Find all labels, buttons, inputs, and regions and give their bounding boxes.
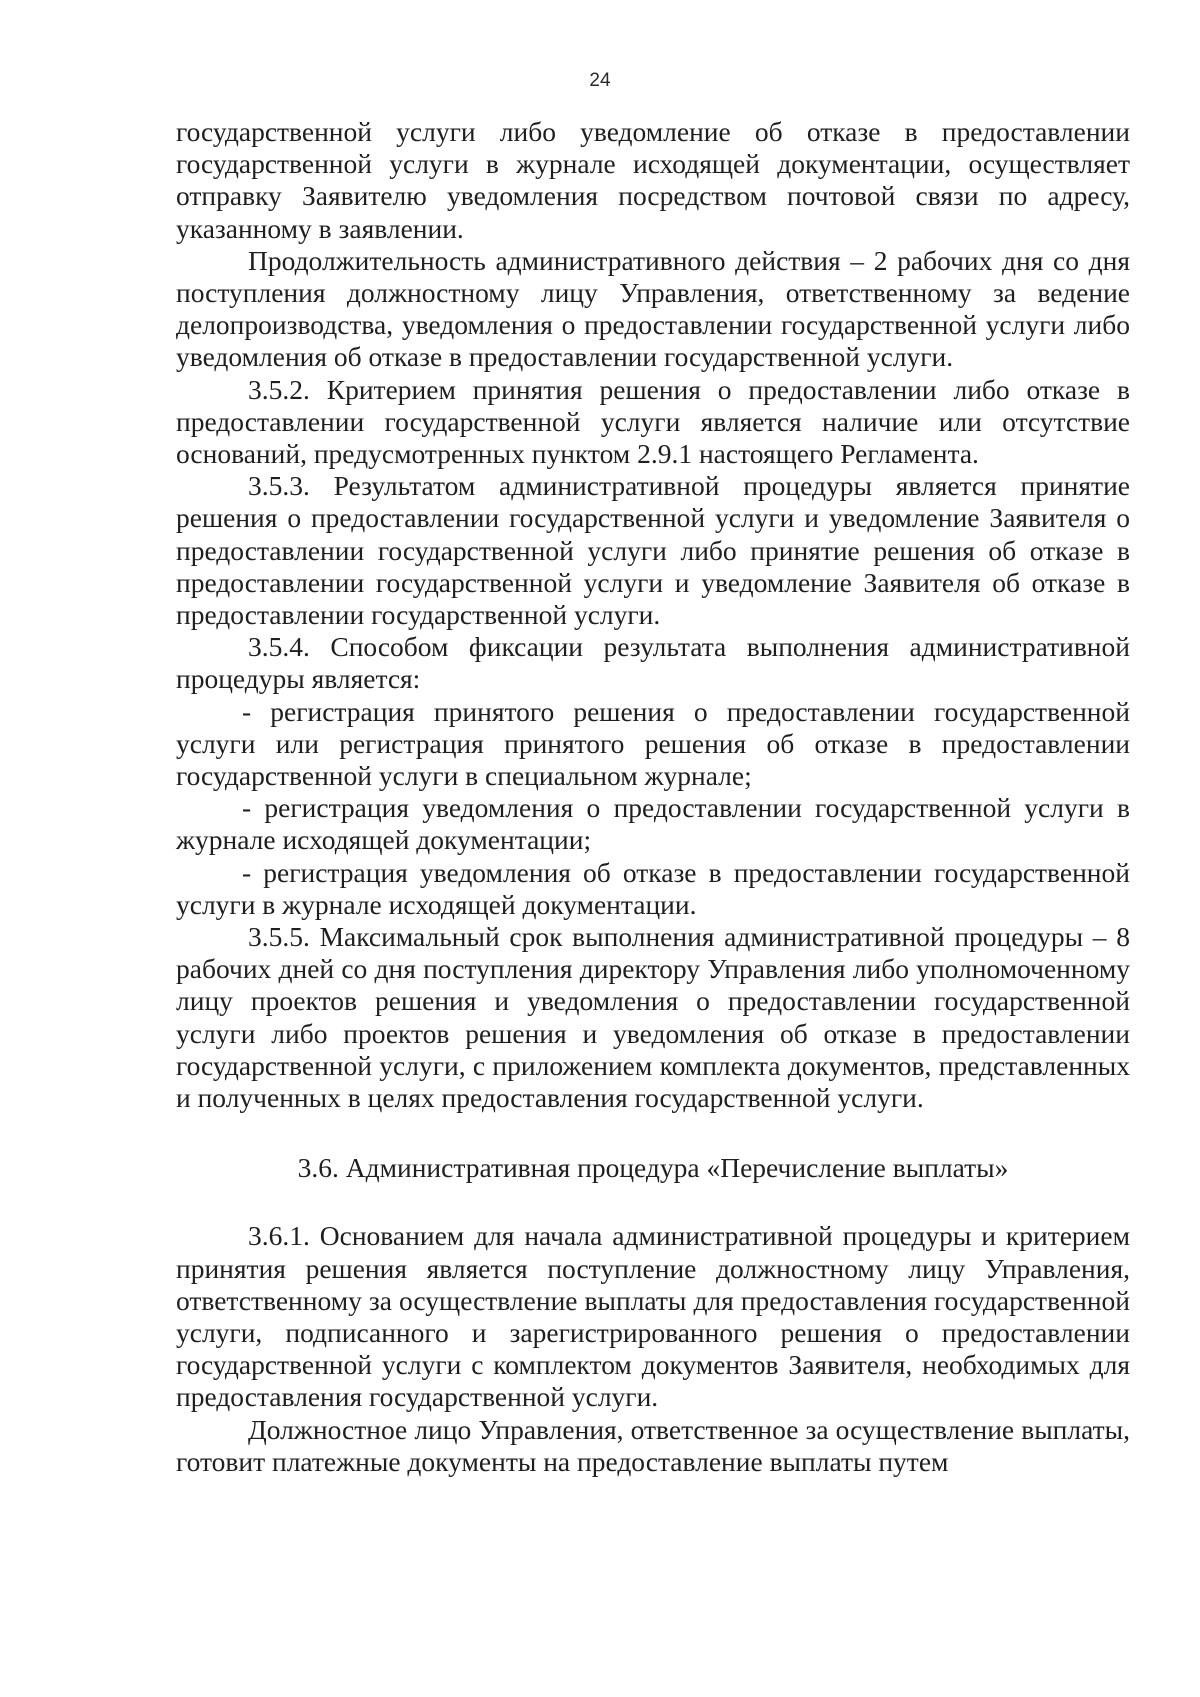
paragraph-continuation: государственной услуги либо уведомление об отказе в предоставлении государственной услуги в журнале исходящей документации, осуществляет отправку Заявителю уведомления посредством почтовой связи по адресу, указанному в заявлении. [176, 116, 1130, 244]
page-number: 24 [589, 70, 611, 91]
paragraph-duration: Продолжительность административного действия – 2 рабочих дня со дня поступления должностному лицу Управления, ответственному за ведение делопроизводства, уведомления о предоставлении государственной услуги либо уведомления об отказе в предоставлении государственной услуги. [176, 244, 1130, 373]
paragraph-3-5-4: 3.5.4. Способом фиксации результата выполнения административной процедуры является: [176, 631, 1130, 695]
paragraph-3-5-3: 3.5.3. Результатом административной процедуры является принятие решения о предоставлении государственной услуги и уведомление Заявителя о предоставлении государственной услуги либо принятие решения об отказе в предоставлении государственной услуги и уведомление Заявителя об отказе в предоставлении государственной услуги. [176, 470, 1130, 631]
list-item-decision-registration: - регистрация принятого решения о предоставлении государственной услуги или регистрация принятого решения об отказе в предоставлении государственной услуги в специальном журнале; [176, 695, 1130, 792]
page-body [176, 116, 1130, 1478]
list-item-notification-registration: - регистрация уведомления о предоставлении государственной услуги в журнале исходящей документации; [176, 792, 1130, 856]
list-item-refusal-registration: - регистрация уведомления об отказе в предоставлении государственной услуги в журнале исходящей документации. [176, 856, 1130, 920]
paragraph-3-5-5: 3.5.5. Максимальный срок выполнения административной процедуры – 8 рабочих дней со дня поступления директору Управления либо уполномоченному лицу проектов решения и уведомления о предоставлении государственной услуги либо проектов решения и уведомления об отказе в предоставлении государственной услуги, с приложением комплекта документов, представленных и полученных в целях предоставления государственной услуги. [176, 921, 1130, 1114]
paragraph-payment-documents: Должностное лицо Управления, ответственное за осуществление выплаты, готовит платежные документы на предоставление выплаты путем [176, 1413, 1130, 1477]
paragraph-3-6-1: 3.6.1. Основанием для начала административной процедуры и критерием принятия решения является поступление должностному лицу Управления, ответственному за осуществление выплаты для предоставления государственной услуги, подписанного и зарегистрированного решения о предоставлении государственной услуги с комплектом документов Заявителя, необходимых для предоставления государственной услуги. [176, 1220, 1130, 1413]
section-heading-3-6: 3.6. Административная процедура «Перечисление выплаты» [297, 1152, 1009, 1184]
paragraph-3-5-2: 3.5.2. Критерием принятия решения о предоставлении либо отказе в предоставлении государственной услуги является наличие или отсутствие оснований, предусмотренных пунктом 2.9.1 настоящего Регламента. [176, 373, 1130, 470]
